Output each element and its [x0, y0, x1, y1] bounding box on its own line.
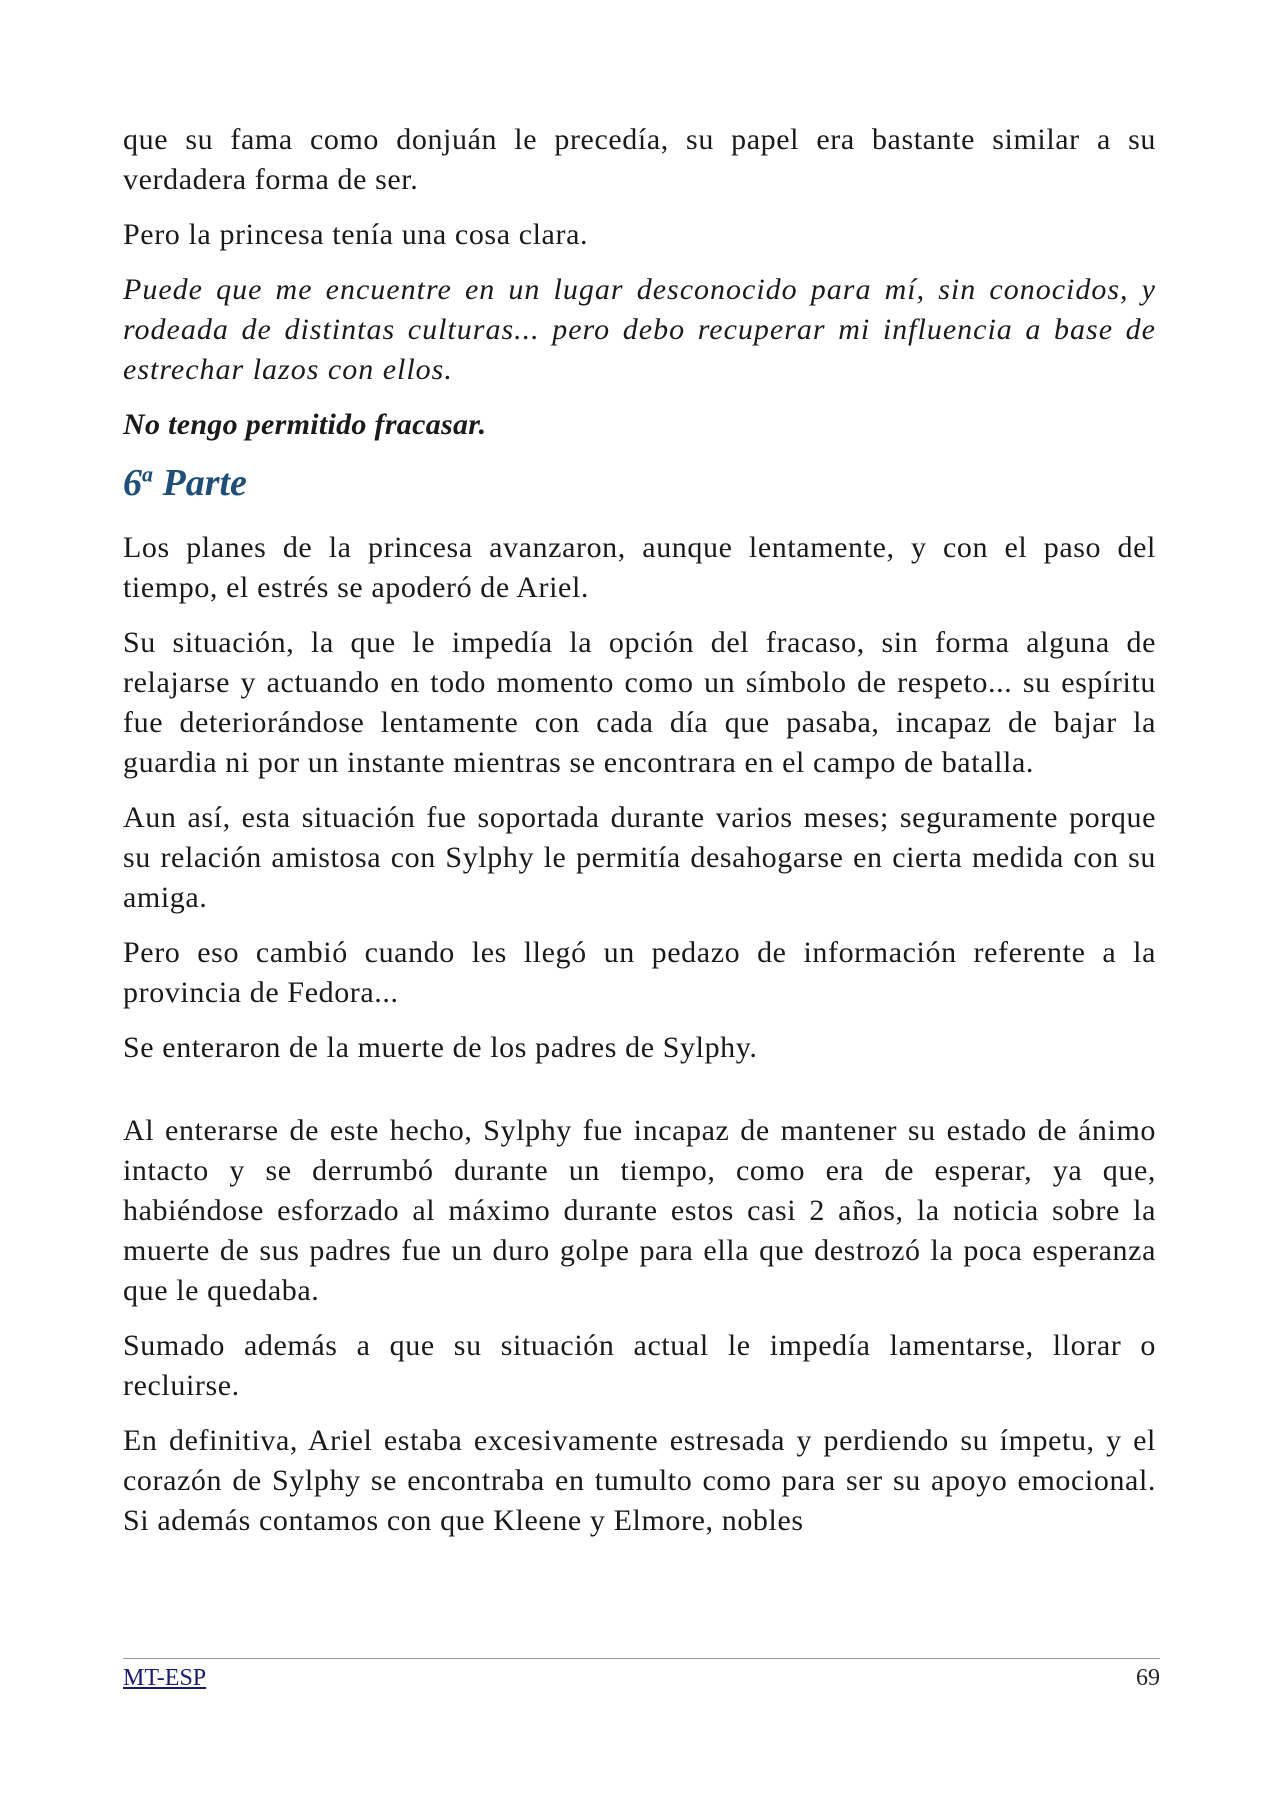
paragraph: Pero eso cambió cuando les llegó un pedazo de información referente a la provincia de Fedora... — [123, 936, 1156, 1009]
paragraph: Pero la princesa tenía una cosa clara. — [123, 218, 589, 251]
footer-link[interactable]: MT-ESP — [123, 1665, 207, 1691]
section-ordinal-superscript: a — [142, 461, 153, 487]
section-number: 6 — [123, 462, 142, 504]
paragraph: Sumado además a que su situación actual le impedía lamentarse, llorar o recluirse. — [123, 1329, 1156, 1402]
paragraph-spacer — [123, 1083, 1156, 1111]
paragraph: Su situación, la que le impedía la opción del fracaso, sin forma alguna de relajarse y actuando en todo momento como un símbolo de respeto... su espíritu fue deteriorándose lentamente con cada día que pasaba, incapaz de bajar la guardia ni por un instante mientras se encontrara en el campo de batalla. — [123, 626, 1156, 779]
paragraph: Los planes de la princesa avanzaron, aunque lentamente, y con el paso del tiempo, el estrés se apoderó de Ariel. — [123, 531, 1156, 604]
paragraph: Al enterarse de este hecho, Sylphy fue incapaz de mantener su estado de ánimo intacto y se derrumbó durante un tiempo, como era de esperar, ya que, habiéndose esforzado al máximo durante estos casi 2 años, la noticia sobre la muerte de sus padres fue un duro golpe para ella que destrozó la poca esperanza que le quedaba. — [123, 1114, 1156, 1307]
paragraph: Aun así, esta situación fue soportada durante varios meses; seguramente porque su relación amistosa con Sylphy le permitía desahogarse en cierta medida con su amiga. — [123, 801, 1156, 914]
paragraph: Se enteraron de la muerte de los padres de Sylphy. — [123, 1031, 758, 1064]
section-title: Parte — [162, 462, 247, 504]
bold-italic-thought-paragraph: No tengo permitido fracasar. — [123, 408, 487, 441]
italic-thought-paragraph: Puede que me encuentre en un lugar desconocido para mí, sin conocidos, y rodeada de distintas culturas... pero debo recuperar mi influencia a base de estrechar lazos con ellos. — [123, 273, 1156, 386]
page-number: 69 — [1136, 1665, 1160, 1691]
page-footer — [123, 1658, 1160, 1693]
paragraph: En definitiva, Ariel estaba excesivamente estresada y perdiendo su ímpetu, y el corazón de Sylphy se encontraba en tumulto como para ser su apoyo emocional. Si además contamos con que Kleene y Elmore, nobles — [123, 1424, 1156, 1537]
section-heading — [123, 460, 1156, 506]
page-body — [123, 120, 1156, 1556]
paragraph: que su fama como donjuán le precedía, su papel era bastante similar a su verdadera forma de ser. — [123, 123, 1156, 196]
